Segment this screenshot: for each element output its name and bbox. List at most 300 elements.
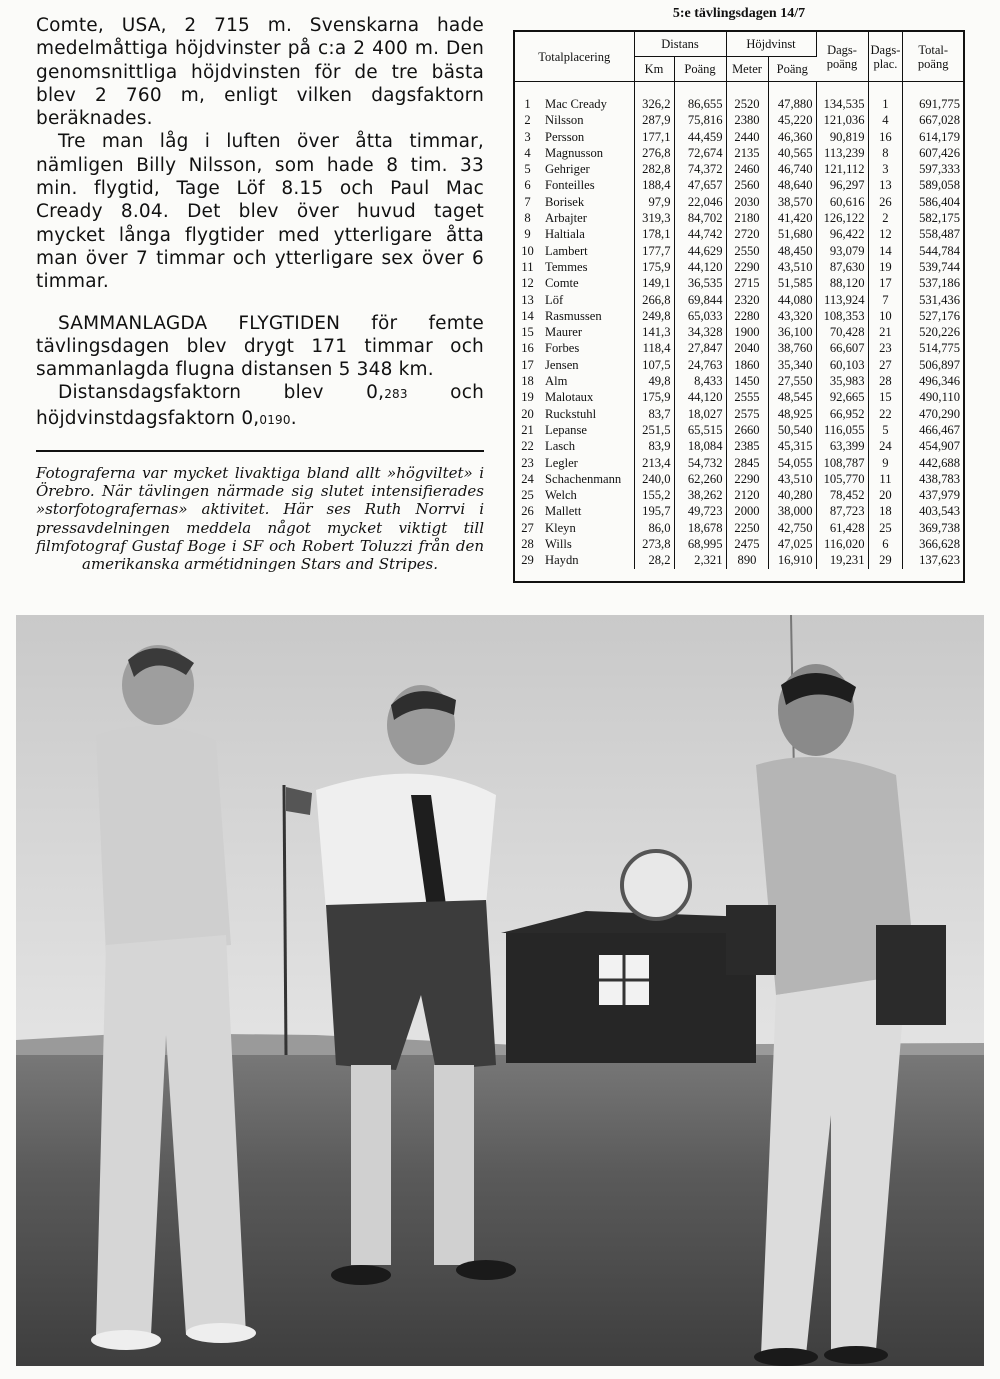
height-points: 43,320 bbox=[768, 308, 816, 324]
pilot-name: Jensen bbox=[537, 357, 634, 373]
height-meter: 2385 bbox=[726, 438, 768, 454]
total-points: 437,979 bbox=[919, 488, 960, 503]
table-row bbox=[515, 161, 963, 177]
distance-km: 175,9 bbox=[634, 389, 674, 405]
place-number: 10 bbox=[521, 243, 534, 258]
section-divider bbox=[36, 450, 484, 452]
place-number: 2 bbox=[524, 113, 531, 128]
paragraph-1: Comte, USA, 2 715 m. Svenskarna hade medelmåttiga höjdvinster på c:a 2 400 m. Den genomsnittliga höjdvinsten för de tre bästa blev 2 760 m, enligt vilken dagsfaktorn beräknades. bbox=[36, 15, 484, 130]
table-row bbox=[515, 389, 963, 405]
place-number: 14 bbox=[521, 308, 534, 323]
results-table-frame bbox=[513, 30, 965, 583]
height-points: 45,220 bbox=[768, 112, 816, 128]
height-meter: 2320 bbox=[726, 292, 768, 308]
header-placing: Totalplacering bbox=[515, 32, 634, 82]
day-points: 116,055 bbox=[816, 422, 868, 438]
distance-points: 18,678 bbox=[674, 520, 726, 536]
paragraph-3: SAMMANLAGDA FLYGTIDEN för femte tävlingsdagen blev drygt 171 timmar och sammanlagda flugna distansen 5 348 km. bbox=[36, 312, 484, 381]
distance-km: 177,1 bbox=[634, 129, 674, 145]
table-row bbox=[515, 487, 963, 503]
height-meter: 2660 bbox=[726, 422, 768, 438]
place-number: 24 bbox=[521, 471, 534, 486]
day-points: 96,422 bbox=[816, 226, 868, 242]
table-row bbox=[515, 438, 963, 454]
height-meter: 2560 bbox=[726, 177, 768, 193]
distance-km: 86,0 bbox=[634, 520, 674, 536]
day-place: 15 bbox=[868, 389, 903, 405]
height-meter: 2250 bbox=[726, 520, 768, 536]
height-points: 44,080 bbox=[768, 292, 816, 308]
distance-km: 97,9 bbox=[634, 194, 674, 210]
height-points: 42,750 bbox=[768, 520, 816, 536]
table-row bbox=[515, 520, 963, 536]
table-row bbox=[515, 503, 963, 519]
height-meter: 2715 bbox=[726, 275, 768, 291]
day-place: 14 bbox=[868, 243, 903, 259]
total-points: 527,176 bbox=[919, 308, 960, 323]
place-number: 27 bbox=[521, 520, 534, 535]
day-points: 60,616 bbox=[816, 194, 868, 210]
place-number: 25 bbox=[521, 488, 534, 503]
distance-points: 34,328 bbox=[674, 324, 726, 340]
day-place: 16 bbox=[868, 129, 903, 145]
paragraph-4 bbox=[36, 381, 484, 432]
pilot-name: Arbajter bbox=[537, 210, 634, 226]
total-points: 597,333 bbox=[919, 162, 960, 177]
paragraph-4-part-e: . bbox=[290, 407, 297, 429]
distance-points: 2,321 bbox=[674, 552, 726, 568]
total-points: 531,436 bbox=[919, 292, 960, 307]
total-points: 369,738 bbox=[919, 520, 960, 535]
day-place: 21 bbox=[868, 324, 903, 340]
day-points: 92,665 bbox=[816, 389, 868, 405]
distance-km: 266,8 bbox=[634, 292, 674, 308]
distance-km: 177,7 bbox=[634, 243, 674, 259]
day-place: 12 bbox=[868, 226, 903, 242]
table-row bbox=[515, 275, 963, 291]
header-distance-points: Poäng bbox=[674, 57, 726, 82]
distance-points: 69,844 bbox=[674, 292, 726, 308]
height-meter: 2290 bbox=[726, 471, 768, 487]
pilot-name: Ruckstuhl bbox=[537, 406, 634, 422]
place-number: 8 bbox=[524, 211, 531, 226]
day-place: 28 bbox=[868, 373, 903, 389]
distance-km: 326,2 bbox=[634, 96, 674, 112]
distance-points: 86,655 bbox=[674, 96, 726, 112]
day-place: 19 bbox=[868, 259, 903, 275]
table-row bbox=[515, 455, 963, 471]
total-points: 438,783 bbox=[919, 471, 960, 486]
place-number: 16 bbox=[521, 341, 534, 356]
day-place: 23 bbox=[868, 340, 903, 356]
pilot-name: Haltiala bbox=[537, 226, 634, 242]
results-table bbox=[515, 32, 963, 569]
results-table-section bbox=[513, 6, 965, 583]
pilot-name: Borisek bbox=[537, 194, 634, 210]
height-meter: 2550 bbox=[726, 243, 768, 259]
distance-points: 54,732 bbox=[674, 455, 726, 471]
table-row bbox=[515, 308, 963, 324]
distance-km: 141,3 bbox=[634, 324, 674, 340]
table-row bbox=[515, 145, 963, 161]
day-place: 13 bbox=[868, 177, 903, 193]
distance-km: 118,4 bbox=[634, 340, 674, 356]
total-points: 614,179 bbox=[919, 129, 960, 144]
place-number: 28 bbox=[521, 537, 534, 552]
pilot-name: Temmes bbox=[537, 259, 634, 275]
results-table-body bbox=[515, 82, 963, 569]
place-number: 29 bbox=[521, 553, 534, 568]
height-meter: 890 bbox=[726, 552, 768, 568]
day-place: 29 bbox=[868, 552, 903, 568]
header-meter: Meter bbox=[726, 57, 768, 82]
total-points: 470,290 bbox=[919, 406, 960, 421]
pilot-name: Malotaux bbox=[537, 389, 634, 405]
day-points: 121,036 bbox=[816, 112, 868, 128]
results-table-title: 5:e tävlingsdagen 14/7 bbox=[672, 6, 806, 21]
distance-points: 27,847 bbox=[674, 340, 726, 356]
paragraph-4-part-a: Distansdagsfaktorn blev 0, bbox=[58, 382, 385, 404]
distance-km: 149,1 bbox=[634, 275, 674, 291]
total-points: 490,110 bbox=[919, 390, 960, 405]
height-meter: 2575 bbox=[726, 406, 768, 422]
paragraph-2: Tre man låg i luften över åtta timmar, nämligen Billy Nilsson, som hade 8 tim. 33 min. flygtid, Tage Löf 8.15 och Paul Mac Cready 8.04. Det blev över huvud taget mycket långa flygtider med ytterligare åtta man över 7 timmar och ytterligare sex över 6 timmar. bbox=[36, 131, 484, 293]
distance-km: 273,8 bbox=[634, 536, 674, 552]
pilot-name: Legler bbox=[537, 455, 634, 471]
table-row bbox=[515, 340, 963, 356]
distance-points: 24,763 bbox=[674, 357, 726, 373]
pilot-name: Kleyn bbox=[537, 520, 634, 536]
day-points: 126,122 bbox=[816, 210, 868, 226]
day-points: 87,723 bbox=[816, 503, 868, 519]
pilot-name: Maurer bbox=[537, 324, 634, 340]
distance-points: 44,459 bbox=[674, 129, 726, 145]
height-points: 40,280 bbox=[768, 487, 816, 503]
total-points: 558,487 bbox=[919, 227, 960, 242]
distance-km: 276,8 bbox=[634, 145, 674, 161]
distance-points: 72,674 bbox=[674, 145, 726, 161]
day-place: 9 bbox=[868, 455, 903, 471]
height-factor-decimals: 0190 bbox=[259, 412, 291, 427]
height-meter: 2280 bbox=[726, 308, 768, 324]
height-points: 45,315 bbox=[768, 438, 816, 454]
height-meter: 2030 bbox=[726, 194, 768, 210]
pilot-name: Mallett bbox=[537, 503, 634, 519]
distance-points: 65,033 bbox=[674, 308, 726, 324]
distance-points: 49,723 bbox=[674, 503, 726, 519]
height-points: 47,880 bbox=[768, 96, 816, 112]
height-meter: 2120 bbox=[726, 487, 768, 503]
article-column bbox=[36, 14, 484, 573]
day-place: 1 bbox=[868, 96, 903, 112]
table-row bbox=[515, 210, 963, 226]
day-points: 108,787 bbox=[816, 455, 868, 471]
pilot-name: Haydn bbox=[537, 552, 634, 568]
distance-points: 74,372 bbox=[674, 161, 726, 177]
place-number: 18 bbox=[521, 374, 534, 389]
header-total-points: Total-poäng bbox=[903, 32, 963, 82]
place-number: 13 bbox=[521, 292, 534, 307]
place-number: 3 bbox=[524, 129, 531, 144]
height-points: 46,740 bbox=[768, 161, 816, 177]
distance-km: 195,7 bbox=[634, 503, 674, 519]
pilot-name: Löf bbox=[537, 292, 634, 308]
height-points: 51,680 bbox=[768, 226, 816, 242]
distance-km: 240,0 bbox=[634, 471, 674, 487]
table-row bbox=[515, 324, 963, 340]
day-place: 4 bbox=[868, 112, 903, 128]
distance-points: 75,816 bbox=[674, 112, 726, 128]
pilot-name: Alm bbox=[537, 373, 634, 389]
height-points: 48,925 bbox=[768, 406, 816, 422]
height-meter: 2380 bbox=[726, 112, 768, 128]
paragraph-4-part-c: och höjdvinstdagsfaktorn 0, bbox=[36, 382, 484, 429]
pilot-name: Rasmussen bbox=[537, 308, 634, 324]
distance-points: 8,433 bbox=[674, 373, 726, 389]
height-points: 38,570 bbox=[768, 194, 816, 210]
total-points: 137,623 bbox=[919, 553, 960, 568]
pilot-name: Lepanse bbox=[537, 422, 634, 438]
height-points: 35,340 bbox=[768, 357, 816, 373]
table-row bbox=[515, 373, 963, 389]
day-place: 17 bbox=[868, 275, 903, 291]
table-row bbox=[515, 129, 963, 145]
table-row bbox=[515, 422, 963, 438]
total-points: 496,346 bbox=[919, 374, 960, 389]
distance-km: 107,5 bbox=[634, 357, 674, 373]
height-meter: 2440 bbox=[726, 129, 768, 145]
distance-km: 155,2 bbox=[634, 487, 674, 503]
day-place: 26 bbox=[868, 194, 903, 210]
distance-km: 282,8 bbox=[634, 161, 674, 177]
table-row bbox=[515, 177, 963, 193]
height-meter: 1900 bbox=[726, 324, 768, 340]
height-meter: 2475 bbox=[726, 536, 768, 552]
place-number: 26 bbox=[521, 504, 534, 519]
distance-km: 83,7 bbox=[634, 406, 674, 422]
total-points: 691,775 bbox=[919, 97, 960, 111]
day-place: 24 bbox=[868, 438, 903, 454]
pilot-name: Fonteilles bbox=[537, 177, 634, 193]
day-points: 63,399 bbox=[816, 438, 868, 454]
distance-km: 175,9 bbox=[634, 259, 674, 275]
height-meter: 2720 bbox=[726, 226, 768, 242]
height-points: 16,910 bbox=[768, 552, 816, 568]
spacer-row bbox=[515, 82, 963, 97]
height-meter: 1450 bbox=[726, 373, 768, 389]
height-meter: 2520 bbox=[726, 96, 768, 112]
total-points: 539,744 bbox=[919, 259, 960, 274]
distance-points: 68,995 bbox=[674, 536, 726, 552]
distance-points: 44,742 bbox=[674, 226, 726, 242]
place-number: 21 bbox=[521, 422, 534, 437]
distance-points: 44,120 bbox=[674, 259, 726, 275]
flagpole bbox=[284, 785, 286, 1055]
total-points: 466,467 bbox=[919, 422, 960, 437]
day-place: 7 bbox=[868, 292, 903, 308]
height-points: 36,100 bbox=[768, 324, 816, 340]
day-place: 10 bbox=[868, 308, 903, 324]
height-meter: 2180 bbox=[726, 210, 768, 226]
pilot-name: Magnusson bbox=[537, 145, 634, 161]
distance-km: 28,2 bbox=[634, 552, 674, 568]
pilot-name: Welch bbox=[537, 487, 634, 503]
pilot-name: Comte bbox=[537, 275, 634, 291]
pilot-name: Lambert bbox=[537, 243, 634, 259]
distance-km: 287,9 bbox=[634, 112, 674, 128]
distance-points: 18,027 bbox=[674, 406, 726, 422]
height-points: 54,055 bbox=[768, 455, 816, 471]
total-points: 442,688 bbox=[919, 455, 960, 470]
day-points: 93,079 bbox=[816, 243, 868, 259]
height-points: 48,545 bbox=[768, 389, 816, 405]
height-meter: 1860 bbox=[726, 357, 768, 373]
distance-points: 44,120 bbox=[674, 389, 726, 405]
place-number: 4 bbox=[524, 145, 531, 160]
wooden-hut bbox=[501, 911, 761, 1063]
height-points: 38,760 bbox=[768, 340, 816, 356]
total-points: 544,784 bbox=[919, 243, 960, 258]
table-row bbox=[515, 471, 963, 487]
table-row bbox=[515, 243, 963, 259]
day-points: 96,297 bbox=[816, 177, 868, 193]
day-points: 70,428 bbox=[816, 324, 868, 340]
total-points: 537,186 bbox=[919, 276, 960, 291]
place-number: 7 bbox=[524, 194, 531, 209]
day-points: 105,770 bbox=[816, 471, 868, 487]
table-row bbox=[515, 194, 963, 210]
day-place: 11 bbox=[868, 471, 903, 487]
height-meter: 2000 bbox=[726, 503, 768, 519]
day-points: 87,630 bbox=[816, 259, 868, 275]
table-row bbox=[515, 552, 963, 568]
pilot-name: Nilsson bbox=[537, 112, 634, 128]
distance-points: 84,702 bbox=[674, 210, 726, 226]
height-points: 40,565 bbox=[768, 145, 816, 161]
distance-km: 188,4 bbox=[634, 177, 674, 193]
height-points: 48,450 bbox=[768, 243, 816, 259]
place-number: 22 bbox=[521, 439, 534, 454]
height-points: 27,550 bbox=[768, 373, 816, 389]
photo-scene bbox=[16, 615, 984, 1366]
table-row bbox=[515, 259, 963, 275]
distance-points: 22,046 bbox=[674, 194, 726, 210]
distance-km: 49,8 bbox=[634, 373, 674, 389]
day-points: 66,952 bbox=[816, 406, 868, 422]
day-points: 88,120 bbox=[816, 275, 868, 291]
header-day-place: Dags-plac. bbox=[868, 32, 903, 82]
total-points: 586,404 bbox=[919, 194, 960, 209]
total-points: 403,543 bbox=[919, 504, 960, 519]
place-number: 12 bbox=[521, 276, 534, 291]
place-number: 1 bbox=[524, 97, 531, 111]
height-points: 46,360 bbox=[768, 129, 816, 145]
place-number: 17 bbox=[521, 357, 534, 372]
total-points: 454,907 bbox=[919, 439, 960, 454]
header-height-points: Poäng bbox=[768, 57, 816, 82]
day-place: 6 bbox=[868, 536, 903, 552]
table-row bbox=[515, 226, 963, 242]
place-number: 20 bbox=[521, 406, 534, 421]
pilot-name: Forbes bbox=[537, 340, 634, 356]
day-points: 134,535 bbox=[816, 96, 868, 112]
day-place: 5 bbox=[868, 422, 903, 438]
day-place: 8 bbox=[868, 145, 903, 161]
total-points: 514,775 bbox=[919, 341, 960, 356]
total-points: 582,175 bbox=[919, 211, 960, 226]
day-place: 20 bbox=[868, 487, 903, 503]
pilot-name: Schachenmann bbox=[537, 471, 634, 487]
header-height-gain: Höjdvinst bbox=[726, 32, 816, 57]
height-points: 41,420 bbox=[768, 210, 816, 226]
day-points: 19,231 bbox=[816, 552, 868, 568]
height-points: 51,585 bbox=[768, 275, 816, 291]
day-place: 3 bbox=[868, 161, 903, 177]
height-meter: 2555 bbox=[726, 389, 768, 405]
header-km: Km bbox=[634, 57, 674, 82]
place-number: 9 bbox=[524, 227, 531, 242]
height-meter: 2040 bbox=[726, 340, 768, 356]
distance-points: 36,535 bbox=[674, 275, 726, 291]
height-points: 47,025 bbox=[768, 536, 816, 552]
distance-factor-decimals: 283 bbox=[384, 387, 408, 402]
height-meter: 2845 bbox=[726, 455, 768, 471]
day-points: 121,112 bbox=[816, 161, 868, 177]
day-points: 66,607 bbox=[816, 340, 868, 356]
distance-points: 18,084 bbox=[674, 438, 726, 454]
place-number: 5 bbox=[524, 162, 531, 177]
distance-points: 44,629 bbox=[674, 243, 726, 259]
photograph bbox=[16, 615, 984, 1366]
header-distance: Distans bbox=[634, 32, 726, 57]
place-number: 23 bbox=[521, 455, 534, 470]
distance-km: 319,3 bbox=[634, 210, 674, 226]
height-points: 43,510 bbox=[768, 471, 816, 487]
total-points: 366,628 bbox=[919, 537, 960, 552]
table-row bbox=[515, 536, 963, 552]
table-row bbox=[515, 357, 963, 373]
day-points: 108,353 bbox=[816, 308, 868, 324]
photo-caption: Fotograferna var mycket livaktiga bland allt »högviltet» i Örebro. När tävlingen närmade sig slutet intensifierades »storfotografernas» aktivitet. Här ses Ruth Norrvi i pressavdelningen meddela något mycket viktigt till filmfotograf Gustaf Boge i SF och Robert Toluzzi från den amerikanska armétidningen Stars and Stripes. bbox=[36, 464, 484, 574]
height-points: 48,640 bbox=[768, 177, 816, 193]
distance-points: 47,657 bbox=[674, 177, 726, 193]
distance-km: 251,5 bbox=[634, 422, 674, 438]
total-points: 506,897 bbox=[919, 357, 960, 372]
header-day-points: Dags-poäng bbox=[816, 32, 868, 82]
height-points: 43,510 bbox=[768, 259, 816, 275]
pilot-name: Persson bbox=[537, 129, 634, 145]
total-points: 520,226 bbox=[919, 325, 960, 340]
pilot-name: Mac Cready bbox=[537, 96, 634, 112]
table-row bbox=[515, 96, 963, 112]
day-points: 61,428 bbox=[816, 520, 868, 536]
distance-km: 178,1 bbox=[634, 226, 674, 242]
day-place: 18 bbox=[868, 503, 903, 519]
day-points: 35,983 bbox=[816, 373, 868, 389]
distance-km: 249,8 bbox=[634, 308, 674, 324]
day-place: 22 bbox=[868, 406, 903, 422]
distance-km: 213,4 bbox=[634, 455, 674, 471]
pilot-name: Gehriger bbox=[537, 161, 634, 177]
place-number: 19 bbox=[521, 390, 534, 405]
distance-points: 38,262 bbox=[674, 487, 726, 503]
day-points: 60,103 bbox=[816, 357, 868, 373]
place-number: 6 bbox=[524, 178, 531, 193]
height-points: 38,000 bbox=[768, 503, 816, 519]
place-number: 15 bbox=[521, 325, 534, 340]
day-points: 113,239 bbox=[816, 145, 868, 161]
day-points: 78,452 bbox=[816, 487, 868, 503]
